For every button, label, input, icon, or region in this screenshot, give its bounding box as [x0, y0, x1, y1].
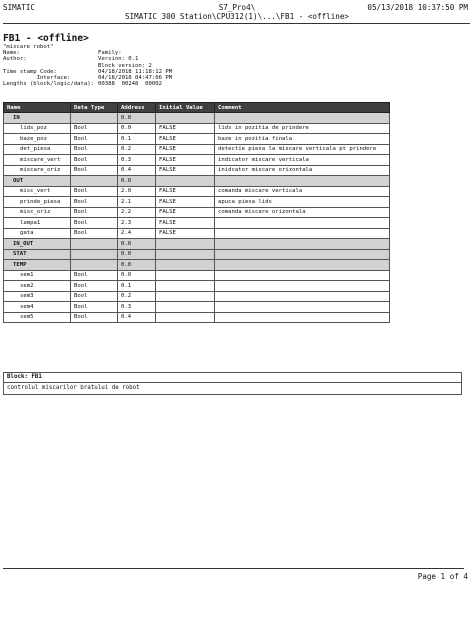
- table-row: [4, 197, 390, 208]
- table-row: [4, 218, 390, 229]
- cell-comment: comanda miscare orizontala: [215, 207, 390, 218]
- version-value: Version: 0.1: [98, 56, 139, 63]
- cell-initial-value: [156, 239, 215, 250]
- cell-data-type: [71, 176, 118, 187]
- table-row: [4, 312, 390, 323]
- cell-initial-value: FALSE: [156, 155, 215, 166]
- cell-address: 2.1: [118, 197, 156, 208]
- col-header-comment: Comment: [215, 103, 390, 113]
- cell-comment: lids in pozitia de prindere: [215, 123, 390, 134]
- cell-initial-value: FALSE: [156, 144, 215, 155]
- block-title: FB1 - <offline>: [3, 33, 89, 44]
- cell-address: 0.0: [118, 239, 156, 250]
- cell-data-type: Bool: [71, 155, 118, 166]
- cell-address: 0.0: [118, 260, 156, 271]
- block-properties-values: [98, 50, 172, 87]
- app-name: SIMATIC: [3, 3, 36, 12]
- table-row: [4, 228, 390, 239]
- table-section-row: [4, 113, 390, 124]
- cell-address: 0.1: [118, 134, 156, 145]
- cell-initial-value: FALSE: [156, 197, 215, 208]
- block-label: Block: FB1: [3, 372, 462, 383]
- table-row: [4, 302, 390, 313]
- cell-initial-value: FALSE: [156, 207, 215, 218]
- cell-name: gata: [4, 228, 71, 239]
- cell-comment: [215, 249, 390, 260]
- cell-name: miscare_vert: [4, 155, 71, 166]
- cell-comment: [215, 239, 390, 250]
- cell-name: misc_vert: [4, 186, 71, 197]
- page-number: Page 1 of 4: [417, 572, 468, 581]
- cell-address: 0.1: [118, 281, 156, 292]
- lengths-value: 00388 00248 00002: [98, 81, 162, 88]
- table-row: [4, 207, 390, 218]
- block-path: SIMATIC 300 Station\CPU312(1)\...\FB1 - <offline>: [124, 12, 350, 21]
- cell-address: 0.3: [118, 155, 156, 166]
- cell-data-type: Bool: [71, 302, 118, 313]
- cell-name: sem1: [4, 270, 71, 281]
- table-row: [4, 144, 390, 155]
- cell-comment: baze in pozitia finala: [215, 134, 390, 145]
- cell-initial-value: [156, 312, 215, 323]
- block-comment-text: controlul miscarilor bratului de robot: [3, 383, 462, 395]
- cell-data-type: Bool: [71, 281, 118, 292]
- cell-data-type: Bool: [71, 123, 118, 134]
- header-divider: [3, 23, 470, 24]
- cell-initial-value: FALSE: [156, 134, 215, 145]
- cell-name: misc_oriz: [4, 207, 71, 218]
- cell-address: 0.0: [118, 123, 156, 134]
- cell-initial-value: FALSE: [156, 218, 215, 229]
- cell-comment: [215, 302, 390, 313]
- cell-initial-value: [156, 249, 215, 260]
- cell-comment: detectie piesa la miscare verticala pt prindere: [215, 144, 390, 155]
- table-section-row: [4, 249, 390, 260]
- cell-data-type: Bool: [71, 197, 118, 208]
- table-row: [4, 291, 390, 302]
- cell-comment: [215, 260, 390, 271]
- cell-data-type: Bool: [71, 144, 118, 155]
- cell-initial-value: FALSE: [156, 123, 215, 134]
- cell-data-type: [71, 239, 118, 250]
- cell-comment: apuca piesa lids: [215, 197, 390, 208]
- cell-comment: [215, 218, 390, 229]
- table-row: [4, 155, 390, 166]
- cell-name: lids_poz: [4, 123, 71, 134]
- cell-address: 0.0: [118, 176, 156, 187]
- cell-name: baze_poz: [4, 134, 71, 145]
- interface-timestamp: 04/18/2018 04:47:06 PM: [98, 75, 173, 81]
- cell-comment: [215, 281, 390, 292]
- cell-initial-value: FALSE: [156, 165, 215, 176]
- cell-data-type: Bool: [71, 165, 118, 176]
- cell-initial-value: [156, 281, 215, 292]
- block-comment: "miscare robot": [3, 44, 54, 50]
- table-section-row: [4, 260, 390, 271]
- col-header-data-type: Data Type: [71, 103, 118, 113]
- cell-comment: [215, 312, 390, 323]
- cell-initial-value: [156, 260, 215, 271]
- author-label: Author:: [3, 56, 27, 63]
- col-header-initial-value: Initial Value: [156, 103, 215, 113]
- cell-data-type: Bool: [71, 186, 118, 197]
- family-label: Family:: [98, 50, 122, 57]
- cell-address: 2.4: [118, 228, 156, 239]
- cell-address: 0.2: [118, 144, 156, 155]
- cell-initial-value: [156, 302, 215, 313]
- block-properties-labels: [3, 44, 94, 87]
- page-header: [0, 0, 474, 26]
- variable-declaration-table: [3, 102, 390, 323]
- cell-address: 0.4: [118, 312, 156, 323]
- cell-address: 0.2: [118, 291, 156, 302]
- lengths-label: Lengths (block/logic/data):: [3, 81, 94, 88]
- cell-name: TEMP: [4, 260, 71, 271]
- cell-address: 2.3: [118, 218, 156, 229]
- table-section-row: [4, 239, 390, 250]
- cell-comment: [215, 176, 390, 187]
- cell-data-type: Bool: [71, 312, 118, 323]
- footer-divider: [3, 568, 464, 569]
- cell-data-type: Bool: [71, 228, 118, 239]
- block-code-section: [3, 372, 462, 395]
- cell-name: lampa1: [4, 218, 71, 229]
- cell-address: 0.3: [118, 302, 156, 313]
- col-header-address: Address: [118, 103, 156, 113]
- cell-comment: [215, 270, 390, 281]
- print-datetime: 05/13/2018 10:37:50 PM: [367, 3, 468, 12]
- timestamp-label: Time stamp Code:: [3, 68, 57, 75]
- cell-initial-value: [156, 176, 215, 187]
- cell-initial-value: FALSE: [156, 228, 215, 239]
- cell-name: prinde_piesa: [4, 197, 71, 208]
- block-version-value: Block version: 2: [98, 62, 152, 69]
- table-row: [4, 134, 390, 145]
- table-section-row: [4, 176, 390, 187]
- cell-address: 0.0: [118, 113, 156, 124]
- table-row: [4, 186, 390, 197]
- cell-comment: [215, 291, 390, 302]
- cell-initial-value: [156, 113, 215, 124]
- cell-comment: indicator miscare verticala: [215, 155, 390, 166]
- cell-data-type: [71, 249, 118, 260]
- table-header-row: [4, 103, 390, 113]
- col-header-name: Name: [4, 103, 71, 113]
- cell-comment: inidcator miscare orizontala: [215, 165, 390, 176]
- cell-initial-value: [156, 291, 215, 302]
- cell-name: OUT: [4, 176, 71, 187]
- table-row: [4, 281, 390, 292]
- cell-initial-value: FALSE: [156, 186, 215, 197]
- cell-data-type: [71, 113, 118, 124]
- table-row: [4, 123, 390, 134]
- cell-name: IN: [4, 113, 71, 124]
- cell-name: sem2: [4, 281, 71, 292]
- interface-label: Interface:: [36, 75, 71, 82]
- cell-data-type: Bool: [71, 218, 118, 229]
- cell-name: sem4: [4, 302, 71, 313]
- cell-initial-value: [156, 270, 215, 281]
- cell-address: 2.0: [118, 186, 156, 197]
- table-body: [4, 113, 390, 323]
- name-label: Name:: [3, 50, 20, 57]
- cell-data-type: Bool: [71, 134, 118, 145]
- cell-address: 0.4: [118, 165, 156, 176]
- project-name: S7_Pro4\: [218, 3, 256, 12]
- cell-data-type: Bool: [71, 207, 118, 218]
- cell-address: 0.0: [118, 249, 156, 260]
- cell-address: 0.0: [118, 270, 156, 281]
- code-timestamp: 04/18/2018 11:18:12 PM: [98, 68, 173, 75]
- cell-name: STAT: [4, 249, 71, 260]
- cell-comment: comanda miscare verticala: [215, 186, 390, 197]
- cell-comment: [215, 113, 390, 124]
- table-row: [4, 270, 390, 281]
- cell-data-type: Bool: [71, 270, 118, 281]
- cell-comment: [215, 228, 390, 239]
- cell-data-type: [71, 260, 118, 271]
- cell-address: 2.2: [118, 207, 156, 218]
- cell-data-type: Bool: [71, 291, 118, 302]
- table-row: [4, 165, 390, 176]
- cell-name: miscare_oriz: [4, 165, 71, 176]
- cell-name: sem3: [4, 291, 71, 302]
- cell-name: det_piesa: [4, 144, 71, 155]
- cell-name: sem5: [4, 312, 71, 323]
- cell-name: IN_OUT: [4, 239, 71, 250]
